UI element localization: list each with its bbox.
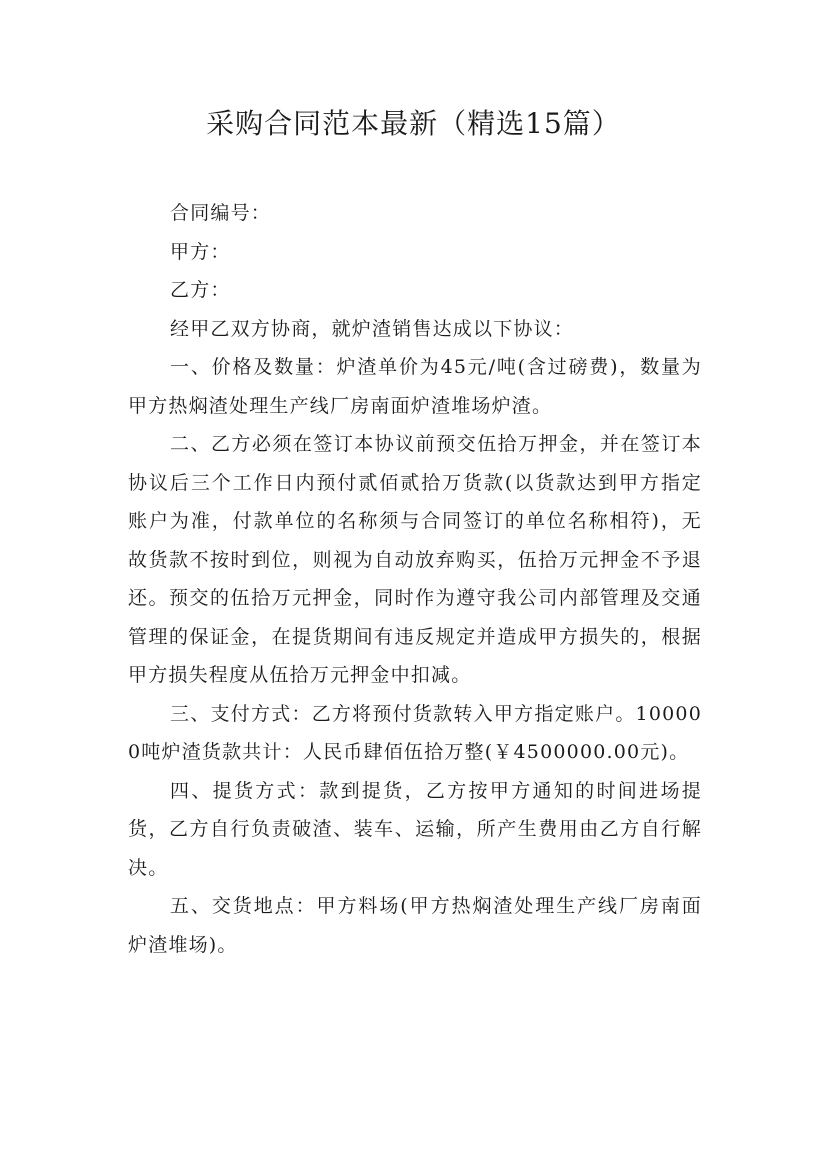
party-b-line: 乙方： xyxy=(170,279,231,301)
clause-5-delivery-location: 五、交货地点：甲方料场(甲方热焖渣处理生产线厂房南面炉渣堆场)。 xyxy=(128,895,702,956)
contract-number-line: 合同编号： xyxy=(170,202,272,224)
clause-1-price-quantity: 一、价格及数量：炉渣单价为45元/吨(含过磅费)，数量为甲方热焖渣处理生产线厂房南面炉渣堆场炉渣。 xyxy=(128,356,702,417)
clause-2-deposit: 二、乙方必须在签订本协议前预交伍拾万押金，并在签订本协议后三个工作日内预付贰佰贰拾万货款(以货款达到甲方指定账户为准，付款单位的名称须与合同签订的单位名称相符)，无故货款不按时到位，则视为自动放弃购买，伍拾万元押金不予退还。预交的伍拾万元押金，同时作为遵守我公司内部管理及交通管理的保证金，在提货期间有违反规定并造成甲方损失的，根据甲方损失程度从伍拾万元押金中扣减。 xyxy=(128,433,702,686)
agreement-intro: 经甲乙双方协商，就炉渣销售达成以下协议： xyxy=(170,317,575,340)
clause-3-payment: 三、支付方式：乙方将预付货款转入甲方指定账户。100000吨炉渣货款共计：人民币肆佰伍拾万整(￥4500000.00元)。 xyxy=(128,702,702,763)
clause-4-pickup: 四、提货方式：款到提货，乙方按甲方通知的时间进场提货，乙方自行负责破渣、装车、运输，所产生费用由乙方自行解决。 xyxy=(128,779,702,879)
document-body xyxy=(128,194,702,964)
document-title: 采购合同范本最新（精选15篇） xyxy=(206,107,621,140)
party-a-line: 甲方： xyxy=(170,240,231,263)
